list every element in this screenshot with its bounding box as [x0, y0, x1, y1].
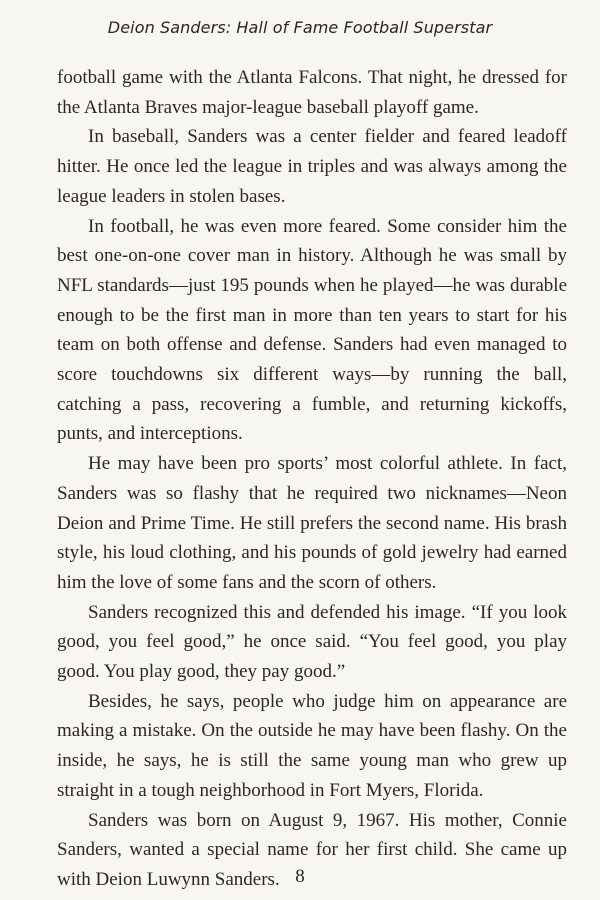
- paragraph-colorful-athlete: He may have been pro sports’ most colorful athlete. In fact, Sanders was so flashy that he required two nicknames—Neon Deion and Prime Time. He still prefers the second name. His brash style, his loud clothing, and his pounds of gold jewelry had earned him the love of some fans and the scorn of others.: [57, 453, 567, 593]
- page-number: 8: [295, 866, 305, 887]
- running-header: Deion Sanders: Hall of Fame Football Superstar: [107, 18, 493, 37]
- paragraph-continued: football game with the Atlanta Falcons. That night, he dressed for the Atlanta Braves major-league baseball playoff game.: [57, 67, 567, 118]
- paragraph-image-quote: Sanders recognized this and defended his image. “If you look good, you feel good,” he once said. “You feel good, you play good. You play good, they pay good.”: [57, 601, 567, 683]
- paragraph-appearance: Besides, he says, people who judge him on appearance are making a mistake. On the outside he may have been flashy. On the inside, he says, he is still the same young man who grew up straight in a tough neighborhood in Fort Myers, Florida.: [57, 690, 567, 801]
- paragraph-birth: Sanders was born on August 9, 1967. His mother, Connie Sanders, wanted a special name for her first child. She came up with Deion Luwynn Sanders.: [57, 809, 567, 890]
- paragraph-football: In football, he was even more feared. Some consider him the best one-on-one cover man in history. Although he was small by NFL standards—just 195 pounds when he played—he was durable enough to be the first man in more than ten years to start for his team on both offense and defense. Sanders had even managed to score touchdowns six different ways—by running the ball, catching a pass, recovering a fumble, and returning kickoffs, punts, and interceptions.: [57, 215, 567, 445]
- paragraph-baseball: In baseball, Sanders was a center fielder and feared leadoff hitter. He once led the league in triples and was always among the league leaders in stolen bases.: [57, 126, 567, 207]
- body-text: [57, 63, 567, 895]
